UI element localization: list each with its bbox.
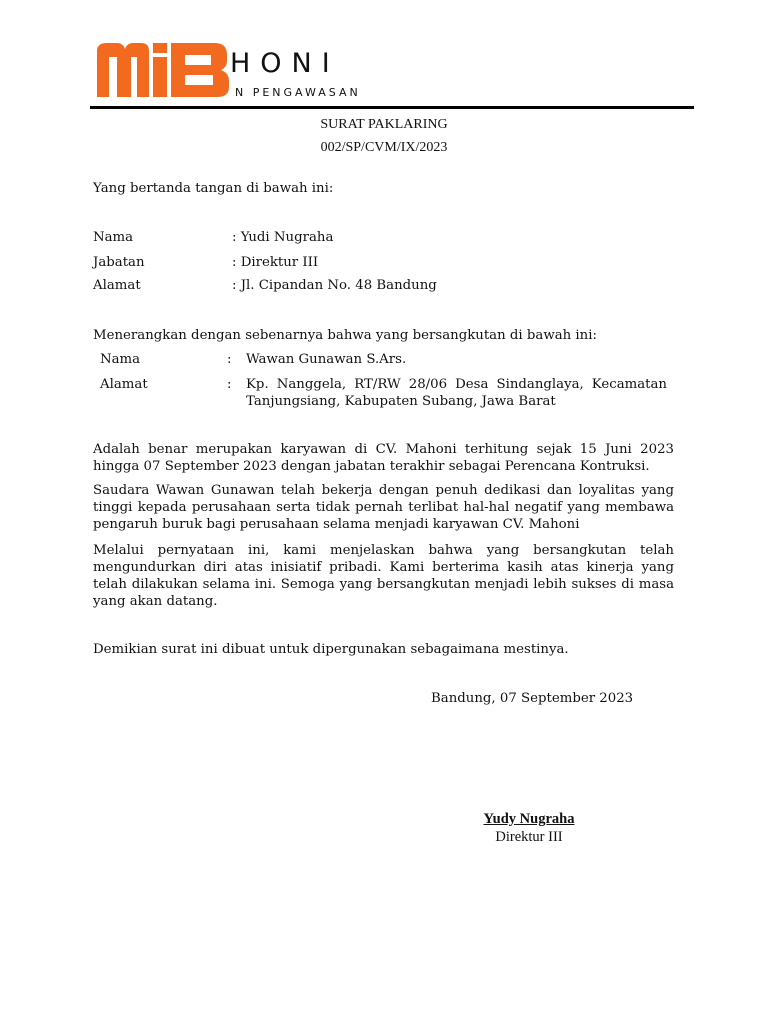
- intro-text: Yang bertanda tangan di bawah ini:: [93, 181, 334, 196]
- company-logo: [95, 35, 233, 103]
- statement-text: Menerangkan dengan sebenarnya bahwa yang bersangkutan di bawah ini:: [93, 328, 597, 343]
- closing-text: Demikian surat ini dibuat untuk dipergunakan sebagaimana mestinya.: [93, 642, 569, 657]
- paragraph-dedication: Saudara Wawan Gunawan telah bekerja dengan penuh dedikasi dan loyalitas yang tinggi kepada perusahaan serta tidak pernah terlibat hal-hal negatif yang membawa pengaruh buruk bagi perusahaan selama menjadi karyawan CV. Mahoni: [93, 483, 674, 532]
- letter-number: 002/SP/CVM/IX/2023: [320, 140, 448, 155]
- paragraph-resignation: Melalui pernyataan ini, kami menjelaskan bahwa yang bersangkutan telah mengundurkan diri atas inisiatif pribadi. Kami berterima kasih atas kinerja yang telah dilakukan selama ini. Semoga yang bersangkutan menjadi lebih sukses di masa yang akan datang.: [93, 543, 674, 609]
- employee-value-name: Wawan Gunawan S.Ars.: [246, 352, 407, 367]
- signer-value-address: : Jl. Cipandan No. 48 Bandung: [232, 278, 437, 293]
- mib-logo-icon: [95, 35, 233, 103]
- company-name: HONI: [230, 48, 340, 79]
- signatory-position: Direktur III: [495, 829, 563, 845]
- employee-colon-address: :: [227, 377, 232, 392]
- company-tagline: N PENGAWASAN: [235, 86, 361, 99]
- header-divider: [90, 106, 694, 109]
- paragraph-employment: Adalah benar merupakan karyawan di CV. Mahoni terhitung sejak 15 Juni 2023 hingga 07 September 2023 dengan jabatan terakhir sebagai Perencana Kontruksi.: [93, 442, 674, 474]
- signer-label-position: Jabatan: [93, 255, 145, 270]
- signer-label-name: Nama: [93, 230, 134, 245]
- place-date: Bandung, 07 September 2023: [431, 691, 634, 706]
- letter-title: SURAT PAKLARING: [320, 117, 448, 132]
- employee-value-address: Kp. Nanggela, RT/RW 28/06 Desa Sindanglaya, Kecamatan Tanjungsiang, Kabupaten Subang, Jawa Barat: [246, 377, 667, 409]
- employee-colon-name: :: [227, 352, 232, 367]
- signer-value-position: : Direktur III: [232, 255, 319, 270]
- signer-label-address: Alamat: [93, 278, 141, 293]
- employee-label-address: Alamat: [100, 377, 148, 392]
- signer-value-name: : Yudi Nugraha: [232, 230, 334, 245]
- employee-label-name: Nama: [100, 352, 141, 367]
- signatory-name: Yudy Nugraha: [483, 811, 575, 827]
